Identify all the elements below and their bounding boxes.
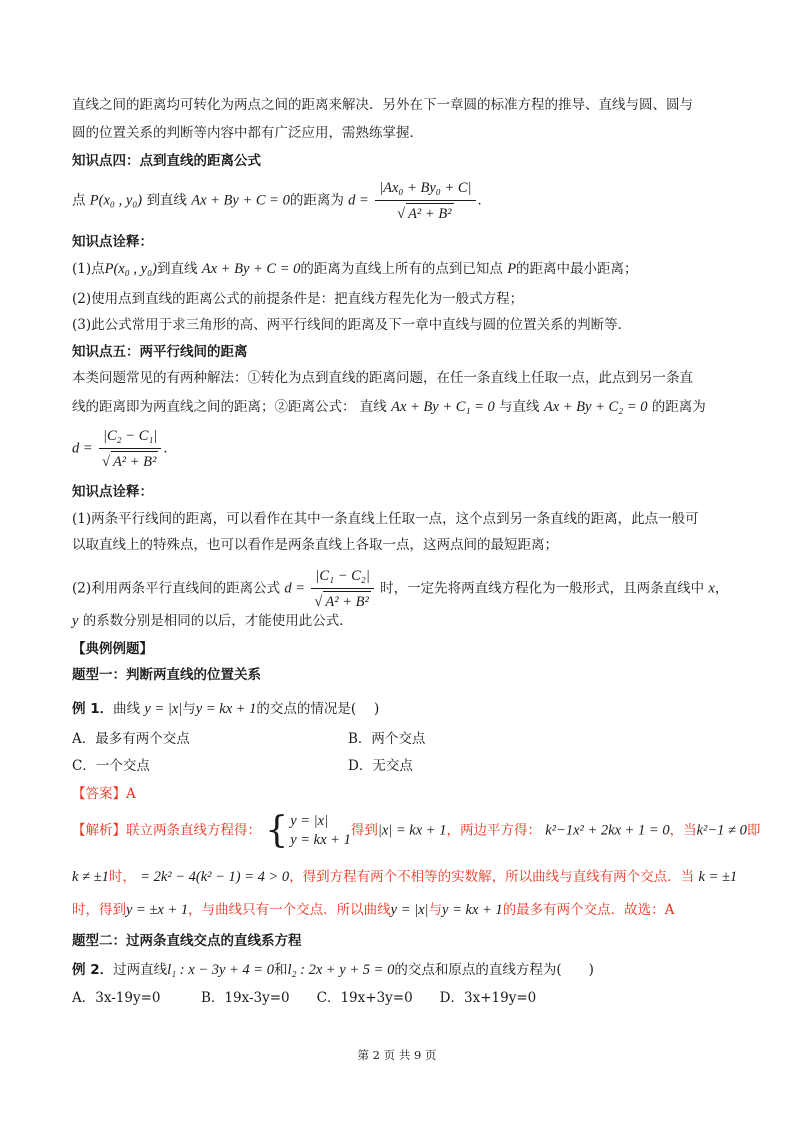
option-d: D．无交点 (348, 758, 413, 774)
option-b: B．两个交点 (348, 731, 426, 747)
page-footer: 第 2 页 共 9 页 (357, 1048, 437, 1062)
math-eq: |x| = kx + 1 (377, 822, 447, 839)
type1-heading: 题型一：判断两直线的位置关系 (72, 667, 261, 683)
notes2-item-1b: 以取直线上的特殊点，也可以看作是两条直线上各取一点，这两点间的最短距离； (72, 537, 558, 553)
kp5-line-2 (72, 398, 706, 416)
text: (2)利用两条平行直线间的距离公式 (72, 580, 281, 597)
distance-fraction (311, 566, 373, 612)
sqrt-content: A² + B² (111, 451, 158, 472)
math-eq: k ≠ ±1 (72, 869, 109, 885)
text: ，与曲线只有一个交点．所以曲线 (188, 902, 391, 918)
sqrt-content: A² + B² (323, 591, 370, 612)
text: 的距离为 (651, 399, 706, 415)
math-point: P(x₀ , y₀) (89, 192, 143, 209)
text: 与 (182, 701, 196, 717)
distance-fraction (375, 178, 475, 224)
text: (1)点 (72, 261, 105, 277)
kp5-formula (72, 426, 177, 472)
example-label: 例 2． (72, 962, 114, 978)
examples-header: 【典例例题】 (72, 641, 153, 657)
math-eq: y = ±x + 1 (126, 902, 189, 918)
text: 的距离为直线上所有的点到已知点 (300, 261, 503, 277)
option-c: C．一个交点 (72, 758, 150, 774)
text: ，当 (669, 822, 697, 839)
notes1-item-3: (3)此公式常用于求三角形的高、两平行线间的距离及下一章中直线与圆的位置关系的判断等． (72, 317, 632, 333)
text: ， (714, 580, 729, 597)
notes1-item-2: (2)使用点到直线的距离公式的前提条件是：把直线方程先化为一般式方程； (72, 291, 524, 307)
option-a: A．最多有两个交点 (72, 731, 190, 747)
math-point: P(x₀ , y₀) (104, 261, 157, 277)
system-eq-1: y = |x| (290, 813, 329, 829)
notes1-heading: 知识点诠释： (72, 234, 153, 250)
math-d: d = (72, 440, 93, 457)
math-l2: l₂ : 2x + y + 5 = 0 (287, 962, 395, 978)
answer-line: 【答案】A (72, 786, 136, 802)
analysis-line-3 (72, 901, 674, 919)
parallel-distance-fraction (99, 426, 161, 472)
text: 到直线 (146, 192, 187, 209)
math-line-1: Ax + By + C₁ = 0 (391, 399, 495, 415)
text: 点 (72, 192, 86, 209)
math-y: y (72, 613, 79, 629)
notes1-item-1 (72, 260, 638, 278)
text: 的距离为 (289, 192, 344, 209)
math-d: d = (348, 192, 369, 209)
math-line: y = kx + 1 (195, 701, 257, 717)
fraction-numerator: |C₁ − C₂| (311, 566, 373, 589)
math-l1: l₁ : x − 3y + 4 = 0 (167, 962, 274, 978)
math-eq: = 2k² − 4(k² − 1) = 4 > 0 (140, 869, 290, 885)
notes2-heading: 知识点诠释： (72, 484, 153, 500)
text: 和 (273, 962, 288, 978)
notes2-item-2b (72, 612, 353, 630)
math-x: x (708, 580, 715, 597)
example2-question (72, 961, 594, 979)
math-P: P (507, 261, 517, 277)
text: ，两边平方得： (446, 822, 541, 839)
kp4-formula-line (72, 178, 491, 224)
text: 过两直线 (113, 962, 168, 978)
text: 线的距离即为两直线之间的距离；②距离公式： 直线 (72, 399, 387, 415)
example-label: 例 1． (72, 701, 114, 717)
kp5-heading: 知识点五：两平行线间的距离 (72, 344, 248, 360)
fraction-denominator: √ A² + B² (311, 589, 373, 612)
intro-line-2: 圆的位置关系的判断等内容中都有广泛应用，需熟练掌握． (72, 125, 423, 141)
system-eq-2: y = kx + 1 (290, 832, 351, 848)
math-line-equation: Ax + By + C = 0 (201, 261, 301, 277)
intro-line-1: 直线之间的距离均可转化为两点之间的距离来解决．另外在下一章圆的标准方程的推导、直线与圆、圆与 (72, 97, 693, 113)
analysis-line-1 (72, 812, 760, 850)
math-eq: k²−1 ≠ 0 (696, 822, 747, 839)
equation-system (290, 812, 351, 850)
text: 时，得到 (72, 902, 126, 918)
text: 的交点的情况是( ) (256, 701, 380, 717)
fraction-denominator: √ A² + B² (99, 449, 161, 472)
text: ． (163, 440, 177, 457)
math-eq: y = |x| (390, 902, 429, 918)
kp5-line-1: 本类问题常见的有两种解法：①转化为点到直线的距离问题，在任一条直线上任取一点，此点到另一条直 (72, 370, 693, 386)
text: ，得到方程有两个不相等的实数解，所以曲线与直线有两个交点．当 (289, 869, 695, 885)
text: 的交点和原点的直线方程为( ) (394, 962, 594, 978)
math-curve: y = |x| (144, 701, 183, 717)
math-eq: k²−1x² + 2kx + 1 = 0 (545, 822, 670, 839)
fraction-numerator: |Ax₀ + By₀ + C| (375, 178, 475, 201)
text: 时， (108, 869, 136, 885)
text: 即 (746, 822, 761, 839)
notes2-item-1a: (1)两条平行线间的距离，可以看作在其中一条直线上任取一点，这个点到另一条直线的距离，此点一般可 (72, 511, 699, 527)
fraction-denominator: √ A² + B² (375, 201, 475, 224)
text: 联立两条直线方程得： (126, 822, 261, 839)
text: 时，一定先将两直线方程化为一般形式，且两条直线中 (380, 580, 705, 597)
analysis-label: 【解析】 (72, 822, 126, 839)
fraction-numerator: |C₂ − C₁| (99, 426, 161, 449)
text: 的系数分别是相同的以后，才能使用此公式． (82, 613, 353, 629)
text: ． (477, 192, 492, 209)
kp4-heading: 知识点四：点到直线的距离公式 (72, 153, 261, 169)
text: 与直线 (499, 399, 540, 415)
notes2-item-2a (72, 566, 728, 612)
math-eq: y = kx + 1 (442, 902, 503, 918)
brace-icon: { (265, 810, 289, 851)
sqrt-content: A² + B² (406, 203, 453, 224)
math-line-2: Ax + By + C₂ = 0 (543, 399, 648, 415)
math-eq: k = ±1 (698, 869, 738, 885)
text: 与 (428, 902, 443, 918)
text: 的距离中最小距离； (516, 261, 638, 277)
example1-question (72, 700, 379, 718)
example2-options: A．3x-19y=0 B．19x-3y=0 C．19x+3y=0 D．3x+19y=0 (72, 990, 537, 1006)
type2-heading: 题型二：过两条直线交点的直线系方程 (72, 933, 302, 949)
text: 曲线 (113, 701, 141, 717)
text: 的最多有两个交点．故选：A (502, 902, 675, 918)
math-d: d = (284, 580, 306, 597)
math-line-equation: Ax + By + C = 0 (191, 192, 290, 209)
text: 到直线 (156, 261, 198, 277)
text: 得到 (350, 822, 378, 839)
analysis-line-2 (72, 868, 737, 886)
